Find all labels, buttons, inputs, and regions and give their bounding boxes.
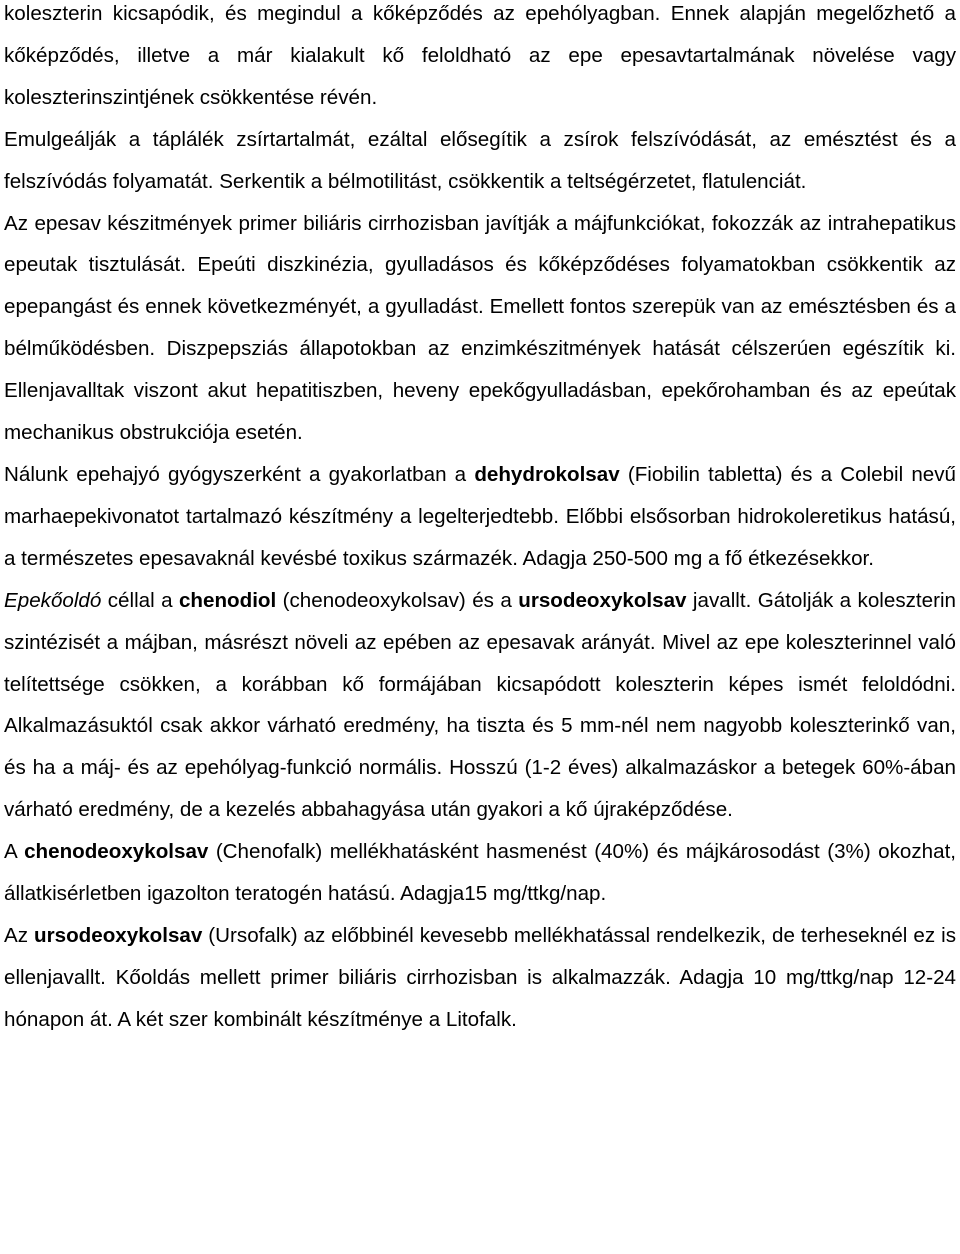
- text-run: Emulgeálják a táplálék zsírtartalmát, ezáltal elősegítik a zsírok felszívódását, az emésztést és a felszívódás folyamatát. Serkentik a bélmotilitást, csökkentik a teltségérzetet, flatulenciát.: [4, 127, 956, 193]
- paragraph: [4, 831, 956, 915]
- paragraph: [4, 203, 956, 454]
- text-run: (Chenofalk) mellékhatásként hasmenést (40%) és májkárosodást (3%) okozhat, állatkisérletben igazolton teratogén hatású. Adagja15 mg/ttkg/nap.: [4, 840, 957, 906]
- text-run: Az epesav készitmények primer biliáris cirrhozisban javítják a májfunkciókat, fokozzák az intrahepatikus epeutak tisztulását. Epeúti diszkinézia, gyulladásos és kőképződéses folyamatokban csökkentik az epepangást és ennek következményét, a gyulladást. Emellett fontos szerepük van az emésztésben és a bélműködésben. Diszpepsziás állapotokban az enzimkészitmények hatását célszerúen egészítik ki. Ellenjavalltak viszont akut hepatitiszben, heveny epekőgyulladásban, epekőrohamban és az epeútak mechanikus obstrukciója esetén.: [4, 211, 956, 445]
- bold-term: chenodiol: [178, 588, 277, 612]
- paragraph: [4, 580, 956, 831]
- text-run: Nálunk epehajyó gyógyszerként a gyakorlatban a: [4, 462, 475, 486]
- text-run: Az: [4, 923, 35, 947]
- text-run: (Ursofalk) az előbbinél kevesebb mellékhatással rendelkezik, de terheseknél ez is ellenjavallt. Kőoldás mellett primer biliáris cirrhozisban is alkalmazzák. Adagja 10 mg/ttkg/nap 12-24 hónapon át. A két szer kombinált készítménye a Litofalk.: [4, 923, 956, 1031]
- bold-term: ursodeoxykolsav: [518, 588, 687, 612]
- text-run: (Fiobilin tabletta) és a Colebil nevű marhaepekivonatot tartalmazó készítmény a legelterjedtebb. Előbbi elsősorban hidrokoleretikus hatású, a természetes epesavaknál kevésbé toxikus származék. Adagja 250-500 mg a fő étkezésekkor.: [4, 462, 956, 570]
- text-run: koleszterin kicsapódik, és megindul a kőképződés az epehólyagban. Ennek alapján megelőzhető a kőképződés, illetve a már kialakult kő feloldható az epe epesavtartalmának növelése vagy koleszterinszintjének csökkentése révén.: [4, 2, 956, 109]
- paragraph: [4, 915, 956, 1041]
- text-run: A: [4, 840, 25, 864]
- text-run: céllal a: [101, 588, 179, 612]
- paragraph: [4, 0, 956, 119]
- document-page: [4, 0, 956, 1041]
- paragraph: [4, 454, 956, 580]
- text-run: (chenodeoxykolsav) és a: [276, 588, 519, 612]
- text-run: javallt. Gátolják a koleszterin szintézisét a májban, másrészt növeli az epében az epesavak arányát. Mivel az epe koleszterinnel való telítettsége csökken, a korábban kő formájában kicsapódott koleszterin képes ismét feloldódni. Alkalmazásuktól csak akkor várható eredmény, ha tiszta és 5 mm-nél nem nagyobb koleszterinkő van, és ha a máj- és az epehólyag-funkció normális. Hosszú (1-2 éves) alkalmazáskor a betegek 60%-ában várható eredmény, de a kezelés abbahagyása után gyakori a kő újraképződése.: [4, 588, 956, 822]
- bold-term: chenodeoxykolsav: [24, 840, 209, 864]
- italic-term: Epekőoldó: [4, 588, 102, 612]
- paragraph: [4, 119, 956, 203]
- bold-term: dehydrokolsav: [474, 462, 620, 486]
- bold-term: ursodeoxykolsav: [34, 923, 203, 947]
